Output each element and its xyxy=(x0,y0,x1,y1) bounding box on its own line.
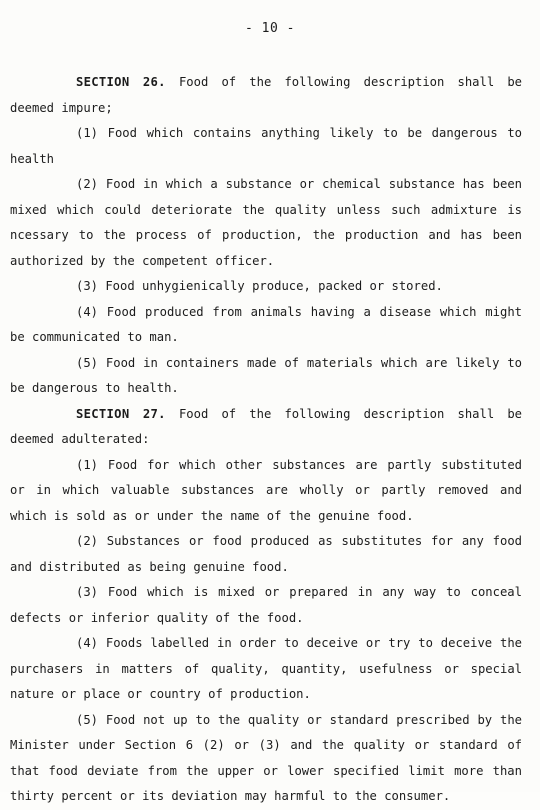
paragraph-text: Food of the following description shall be deemed adulterated: xyxy=(10,406,523,446)
paragraph-26-1 xyxy=(10,121,522,172)
paragraph-26-4 xyxy=(10,300,522,351)
page-number: - 10 - xyxy=(245,21,295,36)
paragraph-26-3 xyxy=(10,274,522,300)
paragraph-27-1 xyxy=(10,453,522,530)
paragraph-text: (3) Food which is mixed or prepared in any way to conceal defects or inferior quality of the food. xyxy=(10,585,522,625)
paragraph-text: (1) Food for which other substances are partly substituted or in which valuable substances are wholly or partly removed and which is sold as or under the name of the genuine food. xyxy=(10,457,522,523)
paragraph-text: Food of the following description shall be deemed impure; xyxy=(10,75,523,115)
paragraph-27-4 xyxy=(10,631,522,708)
paragraph-section-27 xyxy=(10,402,522,453)
paragraph-26-5 xyxy=(10,351,522,402)
paragraph-text: (2) Food in which a substance or chemical substance has been mixed which could deteriorate the quality unless such admixture is ncessary to the process of production, the production and has been authorized by the competent officer. xyxy=(10,177,522,268)
document-body xyxy=(10,70,522,810)
paragraph-27-3 xyxy=(10,580,522,631)
section-heading: SECTION 27. xyxy=(76,406,166,421)
paragraph-text: (4) Foods labelled in order to deceive or try to deceive the purchasers in matters of quality, quantity, usefulness or special nature or place or country of production. xyxy=(10,636,522,701)
paragraph-27-5 xyxy=(10,708,522,810)
paragraph-section-26 xyxy=(10,70,522,121)
paragraph-text: (5) Food not up to the quality or standard prescribed by the Minister under Section 6 (2) or (3) and the quality or standard of that food deviate from the upper or lower specified limit more than thirty percent or its deviation may harmful to the consumer. xyxy=(10,712,522,803)
paragraph-text: (2) Substances or food produced as substitutes for any food and distributed as being genuine food. xyxy=(10,534,522,574)
paragraph-text: (3) Food unhygienically produce, packed or stored. xyxy=(76,279,443,293)
paragraph-text: (4) Food produced from animals having a disease which might be communicated to man. xyxy=(10,304,522,344)
paragraph-27-2 xyxy=(10,529,522,580)
paragraph-text: (1) Food which contains anything likely to be dangerous to health xyxy=(10,126,522,166)
paragraph-26-2 xyxy=(10,172,522,274)
paragraph-text: (5) Food in containers made of materials which are likely to be dangerous to health. xyxy=(10,355,522,395)
section-heading: SECTION 26. xyxy=(76,75,166,89)
